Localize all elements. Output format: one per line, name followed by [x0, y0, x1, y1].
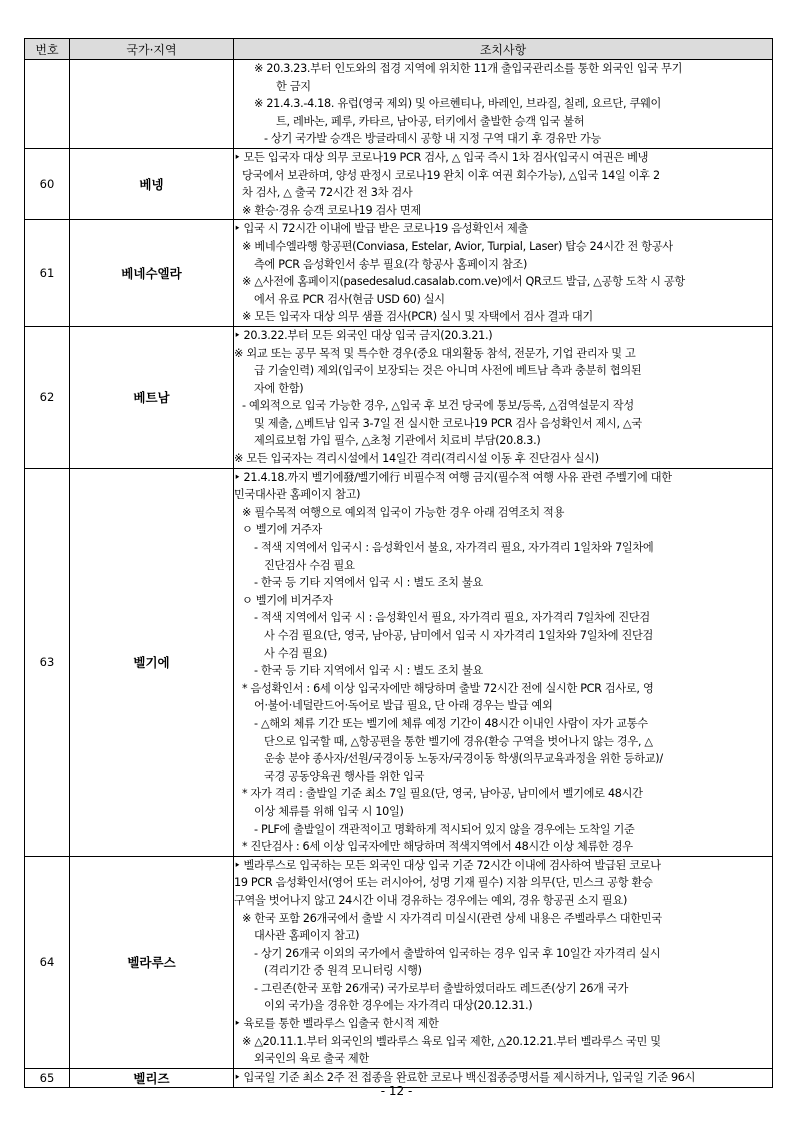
measure-line: 진단검사 수검 필요: [264, 558, 355, 572]
measure-line: ㅇ 벨기에 비거주자: [242, 593, 333, 607]
row-number: 61: [25, 220, 70, 327]
measure-line: * 음성확인서 : 6세 이상 입국자에만 해당하며 출발 72시간 전에 실시한 PCR 검사로, 영: [242, 681, 654, 695]
measure-line: 어·불어·네덜란드어·독어로 발급 필요, 단 아래 경우는 발급 예외: [254, 699, 553, 713]
measure-line: 사 수검 필요): [264, 646, 328, 660]
table-row: [25, 220, 773, 327]
measure-line: 민국대사관 홈페이지 참고): [234, 488, 361, 502]
row-country: 벨리즈: [70, 1068, 234, 1087]
measure-line: - 그린존(한국 포함 26개국) 국가로부터 출발하였더라도 레드존(상기 26개 국가: [254, 981, 628, 995]
measure-line: ※ 외교 또는 공무 목적 및 특수한 경우(중요 대외활동 참석, 전문가, 기업 관리자 및 고: [234, 346, 636, 360]
measure-line: ※ 20.3.23.부터 인도와의 접경 지역에 위치한 11개 출입국관리소를 통한 외국인 입국 무기: [254, 62, 683, 75]
measure-line: 19 PCR 음성확인서(영어 또는 러시아어, 성명 기재 필수) 지참 의무(단, 민스크 공항 환승: [234, 876, 653, 890]
row-number: 63: [25, 468, 70, 856]
table-row: [25, 468, 773, 856]
measure-line: ‣ 모든 입국자 대상 의무 코로나19 PCR 검사, △ 입국 즉시 1차 검사(입국시 여권은 베냉: [234, 150, 649, 164]
measure-line: 자에 한함): [254, 381, 304, 395]
row-measures: [234, 468, 773, 856]
measure-line: ※ 21.4.3.-4.18. 유럽(영국 제외) 및 아르헨티나, 바레인, 브라질, 칠레, 요르단, 쿠웨이: [254, 97, 661, 111]
measure-line: 단으로 입국할 때, △항공편을 통한 벨기에 경유(환승 구역을 벗어나지 않는 경우, △: [264, 734, 653, 748]
measure-line: * 자가 격리 : 출발일 기준 최소 7일 필요(단, 영국, 남아공, 남미에서 벨기에로 48시간: [242, 787, 643, 801]
measure-line: - 한국 등 기타 지역에서 입국 시 : 별도 조치 불요: [254, 664, 483, 678]
measure-line: ‣ 입국일 기준 최소 2주 전 접종을 완료한 코로나 백신접종증명서를 제시하거나, 입국일 기준 96시: [234, 1071, 696, 1085]
page-number: - 12 -: [380, 1084, 413, 1098]
measures-table: [24, 38, 773, 1088]
row-number: 64: [25, 856, 70, 1068]
table-row: [25, 326, 773, 468]
row-measures: [234, 60, 773, 149]
row-measures: [234, 856, 773, 1068]
measure-line: ※ 모든 입국자 대상 의무 샘플 검사(PCR) 실시 및 자택에서 검사 결과 대기: [242, 310, 593, 324]
measure-line: 에서 유료 PCR 검사(현금 USD 60) 실시: [254, 292, 445, 306]
measure-line: 대사관 홈페이지 참고): [254, 929, 360, 943]
measure-line: - 상기 국가발 승객은 방글라데시 공항 내 지정 구역 대기 후 경유만 가능: [264, 132, 602, 146]
measure-line: ‣ 입국 시 72시간 이내에 발급 받은 코로나19 음성확인서 제출: [234, 222, 529, 236]
measure-line: 이상 체류를 위해 입국 시 10일): [254, 804, 404, 818]
row-number: 62: [25, 326, 70, 468]
header-no: 번호: [25, 39, 70, 60]
measure-line: 사 수검 필요(단, 영국, 남아공, 남미에서 입국 시 자가격리 1일차와 7일차에 진단검: [264, 629, 654, 642]
measure-line: ㅇ 벨기에 거주자: [242, 523, 323, 537]
measure-line: 트, 레바논, 페루, 카타르, 남아공, 터키에서 출발한 승객 입국 불허: [276, 114, 585, 128]
row-country: 베트남: [70, 326, 234, 468]
measure-line: ※ 모든 입국자는 격리시설에서 14일간 격리(격리시설 이동 후 진단검사 실시): [234, 452, 599, 466]
row-country: 벨라루스: [70, 856, 234, 1068]
measure-line: 급 기술인력) 제외(입국이 보장되는 것은 아니며 사전에 베트남 측과 충분히 협의된: [254, 364, 642, 378]
measure-line: 및 제출, △베트남 입국 3-7일 전 실시한 코로나19 PCR 검사 음성확인서 제시, △국: [254, 416, 642, 430]
measure-line: ‣ 벨라루스로 입국하는 모든 외국인 대상 입국 기준 72시간 이내에 검사하여 발급된 코로나: [234, 858, 661, 872]
measure-line: ‣ 20.3.22.부터 모든 외국인 대상 입국 금지(20.3.21.): [234, 328, 493, 342]
measure-line: (격리기간 중 원격 모니터링 시행): [264, 964, 422, 978]
row-number: 60: [25, 148, 70, 219]
measure-line: - 상기 26개국 이외의 국가에서 출발하여 입국하는 경우 입국 후 10일간 자가격리 실시: [254, 946, 661, 960]
measure-line: ※ 베네수엘라행 항공편(Conviasa, Estelar, Avior, Turpial, Laser) 탑승 24시간 전 항공사: [242, 239, 673, 253]
measure-line: 외국인의 육로 출국 제한: [254, 1052, 369, 1066]
table-row: [25, 856, 773, 1068]
row-number: [25, 60, 70, 149]
measure-line: - 한국 등 기타 지역에서 입국 시 : 별도 조치 불요: [254, 576, 483, 590]
measure-line: ※ 환승·경유 승객 코로나19 검사 면제: [242, 203, 421, 217]
measure-line: ※ △20.11.1.부터 외국인의 벨라루스 육로 입국 제한, △20.12.21.부터 벨라루스 국민 및: [242, 1034, 661, 1048]
measure-line: - 적색 지역에서 입국시 : 음성확인서 불요, 자가격리 필요, 자가격리 1일차와 7일차에: [254, 541, 654, 555]
row-country: 벨기에: [70, 468, 234, 856]
measure-line: * 진단검사 : 6세 이상 입국자에만 해당하며 적색지역에서 48시간 이상 체류한 경우: [242, 840, 633, 854]
row-measures: [234, 220, 773, 327]
measure-line: ※ 한국 포함 26개국에서 출발 시 자가격리 미실시(관련 상세 내용은 주벨라루스 대한민국: [242, 911, 662, 925]
row-measures: [234, 326, 773, 468]
row-measures: [234, 148, 773, 219]
measure-line: 구역을 벗어나지 않고 24시간 이내 경유하는 경우에는 예외, 경유 항공권 소지 필요): [234, 893, 628, 907]
header-measures: 조치사항: [234, 39, 773, 60]
table-header-row: [25, 39, 773, 60]
row-number: 65: [25, 1068, 70, 1087]
table-row: [25, 60, 773, 149]
measure-line: 측에 PCR 음성확인서 송부 필요(각 항공사 홈페이지 참조): [254, 257, 528, 271]
measure-line: ‣ 21.4.18.까지 벨기에發/벨기에行 비필수적 여행 금지(필수적 여행 사유 관련 주벨기에 대한: [234, 470, 672, 484]
header-country: 국가·지역: [70, 39, 234, 60]
measure-line: - 적색 지역에서 입국 시 : 음성확인서 필요, 자가격리 필요, 자가격리 7일차에 진단검: [254, 611, 650, 625]
table-row: [25, 148, 773, 219]
measure-line: 당국에서 보관하며, 양성 판정시 코로나19 완치 이후 여권 회수가능), △입국 14일 이후 2: [242, 168, 660, 182]
measure-line: ‣ 육로를 통한 벨라루스 입출국 한시적 제한: [234, 1017, 439, 1031]
measure-line: 이외 국가)을 경유한 경우에는 자가격리 대상(20.12.31.): [264, 999, 533, 1013]
measure-line: 한 금지: [276, 79, 311, 93]
measure-line: 운송 분야 종사자/선원/국경이동 노동자/국경이동 학생(의무교육과정을 위한 등하교)/: [264, 752, 663, 766]
measure-line: - △해외 체류 기간 또는 벨기에 체류 예정 기간이 48시간 이내인 사람이 자가 교통수: [254, 716, 648, 730]
measure-line: 국경 공동양육권 행사를 위한 입국: [264, 769, 425, 783]
measure-line: - PLF에 출발일이 객관적이고 명확하게 적시되어 있지 않을 경우에는 도착일 기준: [254, 822, 635, 836]
row-country: 베네수엘라: [70, 220, 234, 327]
measure-line: ※ 필수목적 여행으로 예외적 입국이 가능한 경우 아래 검역조치 적용: [242, 505, 565, 519]
row-country: 베넹: [70, 148, 234, 219]
measure-line: 차 검사, △ 출국 72시간 전 3차 검사: [242, 186, 413, 200]
row-country: [70, 60, 234, 149]
measure-line: - 예외적으로 입국 가능한 경우, △입국 후 보건 당국에 통보/등록, △검역설문지 작성: [242, 399, 634, 413]
measure-line: ※ △사전에 홈페이지(pasedesalud.casalab.com.ve)에서 QR코드 발급, △공항 도착 시 공항: [242, 275, 685, 289]
measure-line: 제의료보험 가입 필수, △초청 기관에서 치료비 부담(20.8.3.): [254, 434, 541, 448]
